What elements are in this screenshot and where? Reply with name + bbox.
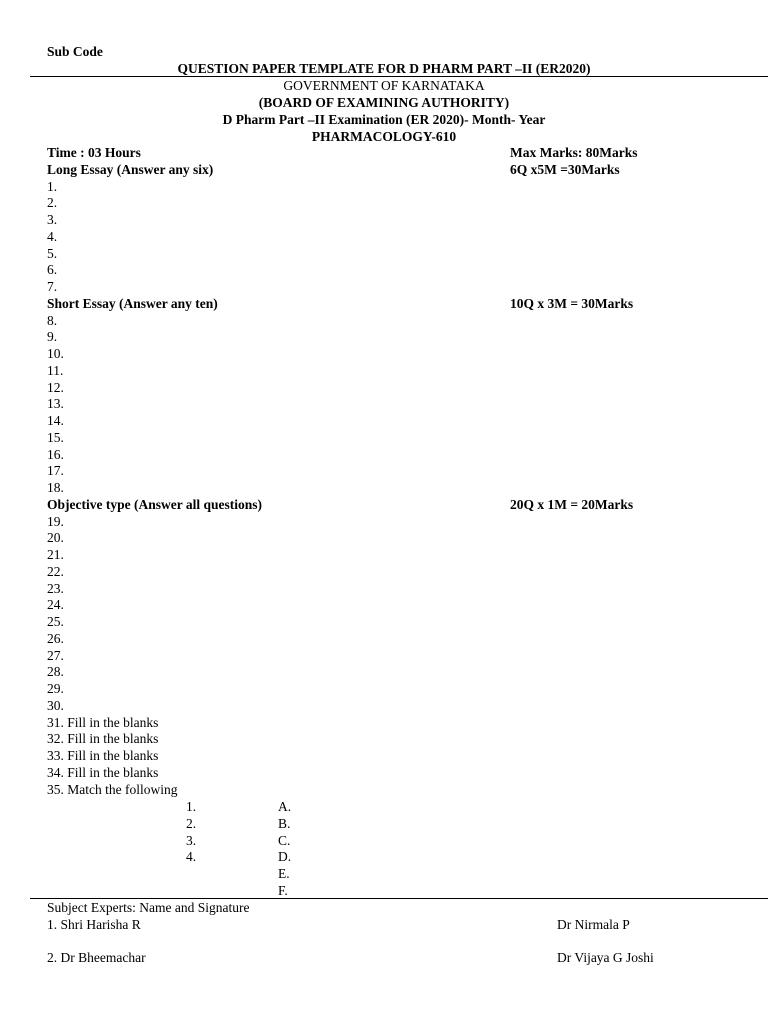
match-right-item: A.	[278, 799, 292, 814]
question-item: 21.	[47, 547, 64, 562]
question-item: 32. Fill in the blanks	[47, 731, 159, 747]
question-item: 14.	[47, 413, 64, 428]
question-item: 22.	[47, 563, 64, 579]
subject-experts-heading: Subject Experts: Name and Signature	[47, 900, 250, 915]
exam-title: D Pharm Part –II Examination (ER 2020)- Month- Year	[222, 112, 546, 127]
expert-name-2-right: Dr Vijaya G Joshi	[557, 950, 654, 965]
question-item: 24.	[47, 597, 64, 613]
question-item: 28.	[47, 664, 64, 680]
question-item: 16.	[47, 446, 64, 462]
subject-title: PHARMACOLOGY-610	[311, 129, 457, 144]
question-item: 4.	[47, 228, 58, 244]
paper-template-title: QUESTION PAPER TEMPLATE FOR D PHARM PART –II (ER2020)	[177, 61, 591, 76]
question-item: 30.	[47, 697, 64, 713]
question-item: 25.	[47, 614, 64, 629]
match-left-column	[186, 799, 196, 866]
question-item: 20.	[47, 530, 64, 546]
question-item: 6.	[47, 262, 58, 278]
section-marks: 20Q x 1M = 20Marks	[510, 496, 634, 512]
expert-name-1: 1. Shri Harisha R	[47, 917, 141, 932]
section-marks: 10Q x 3M = 30Marks	[510, 295, 634, 311]
match-right-item: D.	[278, 849, 292, 865]
question-item: 8.	[47, 312, 58, 328]
question-item: 23.	[47, 580, 64, 596]
question-item: 15.	[47, 429, 64, 445]
question-item: 33. Fill in the blanks	[47, 748, 159, 763]
section-heading-row	[47, 162, 637, 179]
question-item: 3.	[47, 212, 58, 227]
government-title: GOVERNMENT OF KARNATAKA	[283, 78, 485, 93]
question-item: 11.	[47, 362, 64, 378]
section-heading-row	[47, 497, 637, 514]
sections-container	[47, 162, 637, 799]
match-right-item: B.	[278, 815, 291, 831]
max-marks-label: Max Marks: 80Marks	[510, 145, 638, 160]
question-item: 26.	[47, 630, 64, 646]
match-right-item: C.	[278, 832, 291, 848]
question-item: 13.	[47, 396, 64, 412]
expert-name-1-right: Dr Nirmala P	[557, 917, 630, 932]
board-title: (BOARD OF EXAMINING AUTHORITY)	[258, 95, 510, 110]
question-item: 2.	[47, 195, 58, 211]
match-right-item: F.	[278, 882, 288, 898]
match-right-item: E.	[278, 866, 290, 881]
section-marks: 6Q x5M =30Marks	[510, 161, 620, 177]
question-item: 31. Fill in the blanks	[47, 714, 159, 730]
question-item: 12.	[47, 379, 64, 395]
question-item: 17.	[47, 463, 64, 479]
sub-code-label: Sub Code	[47, 44, 103, 59]
question-item: 18.	[47, 480, 64, 495]
match-left-item: 2.	[186, 815, 197, 831]
question-item: 5.	[47, 245, 58, 261]
time-label: Time : 03 Hours	[47, 145, 141, 160]
footer-rule	[30, 898, 768, 899]
section-heading-row	[47, 296, 637, 313]
question-item: 10.	[47, 346, 64, 361]
header-rule	[30, 76, 768, 77]
question-item: 29.	[47, 681, 64, 696]
question-paper-body	[47, 145, 637, 798]
expert-name-2: 2. Dr Bheemachar	[47, 950, 146, 965]
question-item: 19.	[47, 513, 64, 529]
match-right-column	[278, 799, 291, 900]
match-left-item: 3.	[186, 832, 197, 848]
question-item: 9.	[47, 329, 58, 345]
question-item: 34. Fill in the blanks	[47, 764, 159, 780]
question-item: 1.	[47, 178, 58, 194]
question-item: 7.	[47, 279, 58, 294]
section-heading: Long Essay (Answer any six)	[47, 161, 214, 177]
section-heading: Objective type (Answer all questions)	[47, 496, 262, 512]
question-item: 27.	[47, 647, 64, 663]
question-item: 35. Match the following	[47, 781, 178, 797]
time-marks-row	[47, 145, 637, 162]
match-left-item: 4.	[186, 849, 197, 865]
section-heading: Short Essay (Answer any ten)	[47, 295, 218, 311]
match-left-item: 1.	[186, 799, 197, 814]
